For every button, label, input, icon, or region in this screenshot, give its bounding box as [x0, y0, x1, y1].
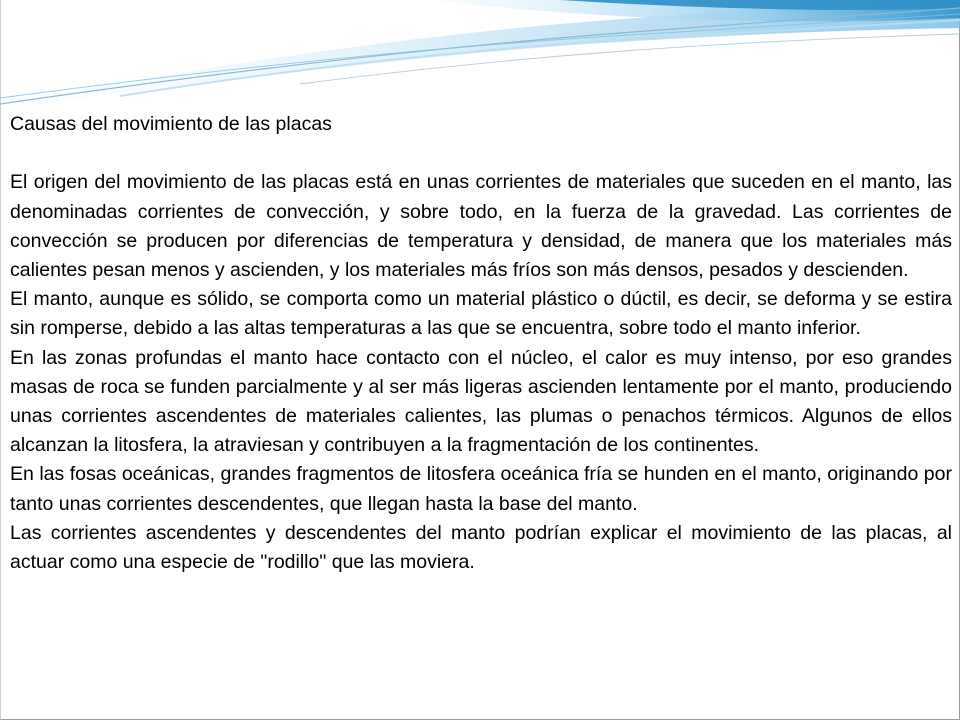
paragraph-convection: El origen del movimiento de las placas está en unas corrientes de materiales que suceden en el manto, las denominadas corrientes de convección, y sobre todo, en la fuerza de la gravedad. Las corrientes de convección se producen por diferencias de temperatura y densidad, de manera que los materiales más calientes pesan menos y ascienden, y los materiales más fríos son más densos, pesados y descienden.: [10, 171, 952, 281]
wave-header-decoration: [0, 0, 960, 110]
slide-title: Causas del movimiento de las placas: [10, 113, 332, 135]
paragraph-oceanic-trenches: En las fosas oceánicas, grandes fragmentos de litosfera oceánica fría se hunden en el manto, originando por tanto unas corrientes descendentes, que llegan hasta la base del manto.: [10, 463, 952, 515]
paragraph-thermal-plumes: En las zonas profundas el manto hace contacto con el núcleo, el calor es muy intenso, por eso grandes masas de roca se funden parcialmente y al ser más ligeras ascienden lentamente por el manto, produciendo unas corrientes ascendentes de materiales calientes, las plumas o penachos térmicos. Algunos de ellos alcanzan la litosfera, la atraviesan y contribuyen a la fragmentación de los continentes.: [10, 346, 952, 457]
paragraph-conclusion: Las corrientes ascendentes y descendentes del manto podrían explicar el movimiento de las placas, al actuar como una especie de "rodillo" que las moviera.: [10, 521, 952, 574]
paragraph-plastic-mantle: El manto, aunque es sólido, se comporta como un material plástico o dúctil, es decir, se deforma y se estira sin romperse, debido a las altas temperaturas a las que se encuentra, sobre todo el manto inferior.: [10, 288, 952, 340]
slide-content: [10, 110, 952, 577]
